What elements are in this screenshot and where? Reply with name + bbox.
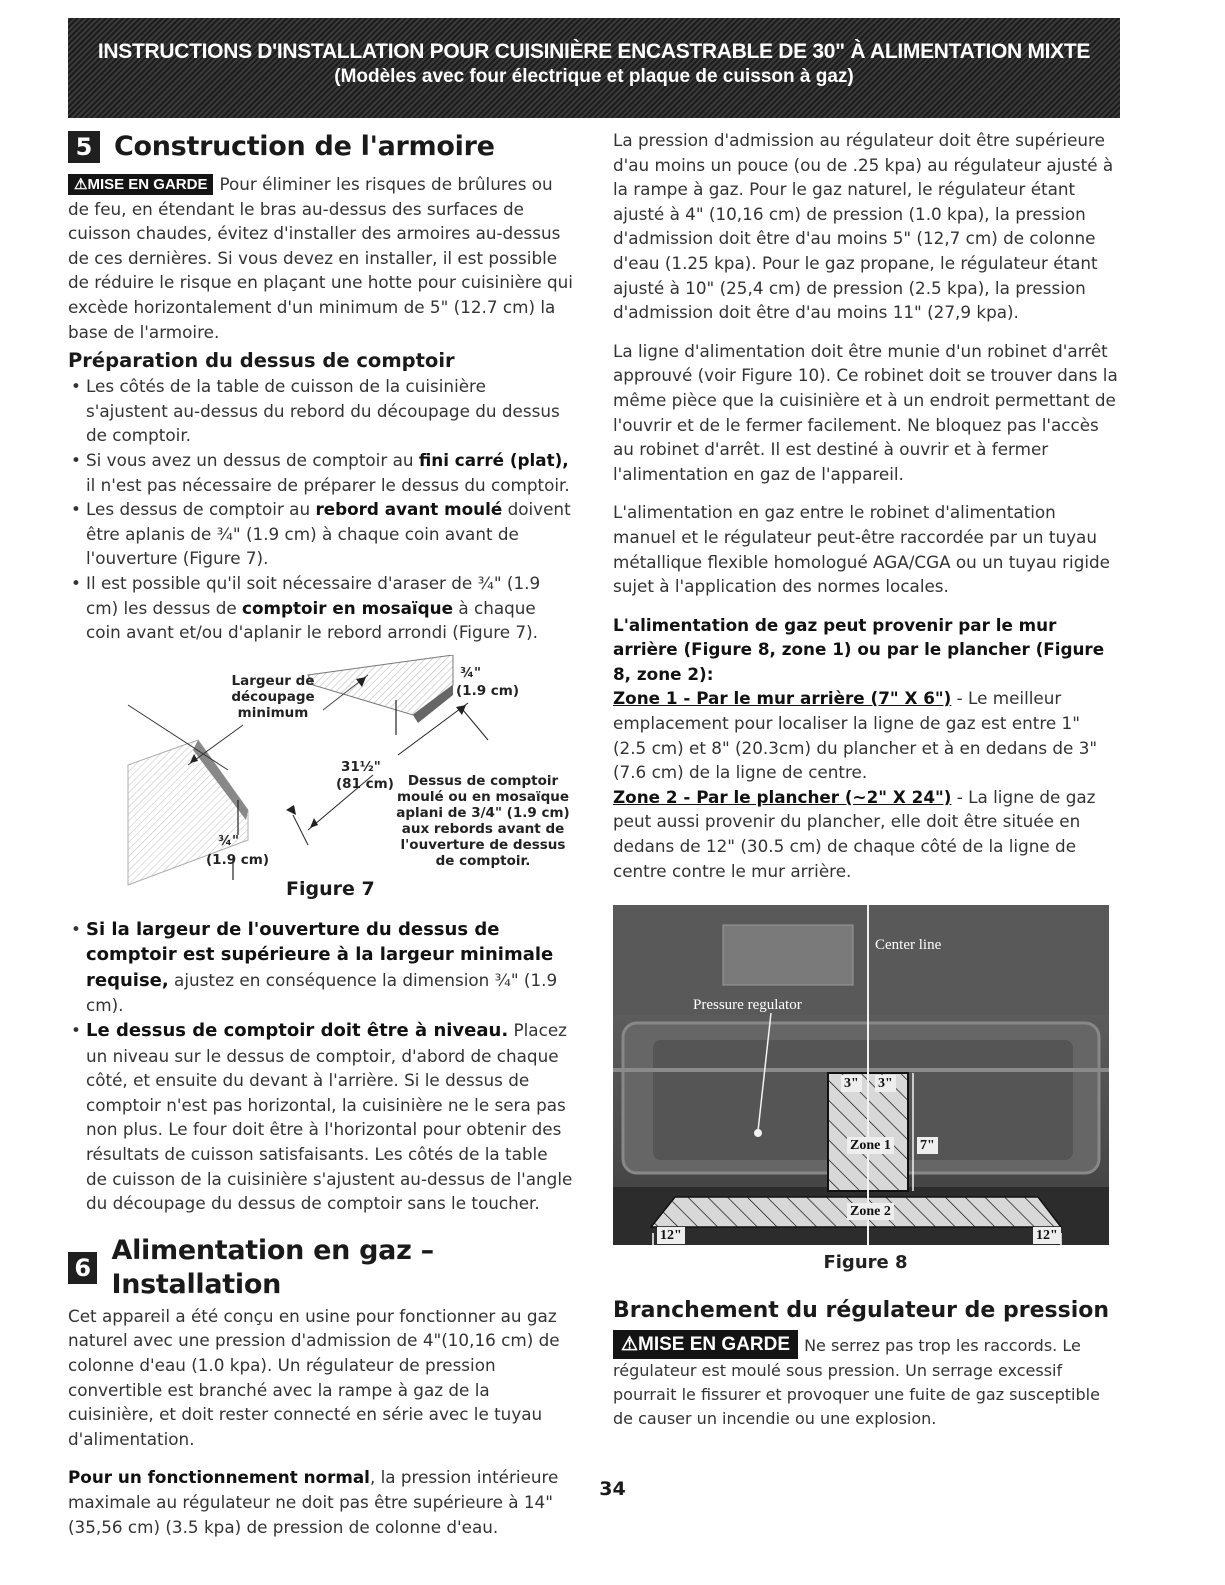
fig8-dim-12b: 12" [1033,1227,1061,1244]
list-item [68,497,573,571]
banner-subtitle: (Modèles avec four électrique et plaque de cuisson à gaz) [334,66,854,87]
fig8-dim-12a: 12" [657,1227,685,1244]
list-item-bold: comptoir en mosaïque [242,597,454,618]
section-5-heading [68,130,573,164]
list-item-text: Les dessus de comptoir au [86,499,316,520]
list-item-bold: Si la largeur de l'ouverture du dessus de comptoir est supérieure à la largeur minimale requise, [86,918,554,991]
fig7-label-19-bottom: (1.9 cm) [206,851,270,868]
fig7-label-width: Largeur de découpage minimum [231,672,315,721]
page-banner [68,18,1120,118]
list-item [68,571,573,645]
fig8-center-line-label: Center line [875,937,942,954]
section-6-heading [68,1234,573,1302]
gas-paragraph-2 [68,1465,573,1539]
section-title: Construction de l'armoire [114,131,495,162]
section-number: 5 [68,131,100,163]
regulator-warning [613,1330,1118,1431]
fig8-pressure-regulator-label: Pressure regulator [693,997,802,1014]
left-column [68,128,573,1539]
section-number: 6 [68,1252,97,1284]
list-item [68,374,573,448]
regulator-heading: Branchement du régulateur de pression [613,1297,1110,1323]
list-item-bold: Le dessus de comptoir doit être à niveau. [86,1020,509,1042]
prep-list [68,374,573,645]
fig8-zone2-label: Zone 2 [847,1203,894,1220]
fig7-label-315: 31½" [341,758,381,775]
zone2-paragraph [613,785,1118,883]
section-title: Alimentation en gaz – Installation [111,1234,434,1300]
fig7-label-81: (81 cm) [336,775,394,792]
list-item-text: Il est possible qu'il soit nécessaire d'araser de ¾" (1.9 cm) les dessus de [86,572,541,618]
list-item [68,917,573,1018]
warning-text: Pour éliminer les risques de brûlures ou de feu, en étendant le bras au-dessus des surfaces de cuisson chaudes, évitez d'installer des armoires au-dessus de ces dernières. Si vous devez en installer, il est possible de réduire le risque en plaçant une hotte pour cuisinière qui excède horizontalement d'un minimum de 5" (12.7 cm) la base de l'armoire. [68,174,573,342]
fig8-dim-3a: 3" [841,1075,862,1092]
fig8-zone1-label: Zone 1 [847,1137,894,1154]
zone2-label: Zone 2 - Par le plancher (~2" X 24") [613,786,952,807]
zone1-paragraph [613,686,1118,784]
prep-heading: Préparation du dessus de comptoir [68,349,455,373]
list-item-text: Placez un niveau sur le dessus de comptoir, d'abord de chaque côté, et ensuite du devant à l'arrière. Si le dessus de comptoir n'est pas horizontal, la cuisinière ne le sera pas non plus. Le four doit être à l'horizontal pour obtenir des résultats de cuisson satisfaisants. Les côtés de la table de cuisson de la cuisinière s'ajustent au-dessus de l'angle du découpage du dessus de comptoir sans le toucher. [86,1020,573,1214]
warning-badge: ⚠MISE EN GARDE [68,174,213,195]
supply-paragraph: L'alimentation en gaz entre le robinet d'alimentation manuel et le régulateur peut-être raccordée par un tuyau métallique flexible homologué AGA/CGA ou un tuyau rigide sujet à l'application des normes locales. [613,502,1110,597]
figure-7-caption: Figure 7 [286,877,375,900]
right-column [613,128,1118,1431]
warning-badge: ⚠MISE EN GARDE [613,1330,798,1359]
source-paragraph [613,613,1118,687]
list-item-text: à chaque coin avant et/ou d'aplanir le rebord arrondi (Figure 7). [86,597,538,643]
page-number: 34 [599,1478,626,1500]
gas-paragraph-1: Cet appareil a été conçu en usine pour fonctionner au gaz naturel avec une pression d'admission de 4"(10,16 cm) de colonne d'eau (1.0 kpa). Un régulateur de pression convertible est branché avec la rampe à gaz de la cuisinière, et doit rester connecté en série avec le tuyau d'alimentation. [68,1305,560,1449]
shutoff-paragraph: La ligne d'alimentation doit être munie d'un robinet d'arrêt approuvé (voir Figure 10). Ce robinet doit se trouver dans la même pièce que la cuisinière et à un endroit permettant de l'ouvrir et de le fermer facilement. Ne bloquez pas l'accès au robinet d'arrêt. Il est destiné à ouvrir et à fermer l'alimentation en gaz de l'appareil. [613,340,1118,484]
bold-lead: L'alimentation de gaz peut provenir par le mur arrière (Figure 8, zone 1) ou par le plancher (Figure 8, zone 2): [613,614,1105,684]
zone1-text: - Le meilleur emplacement pour localiser la ligne de gaz est entre 1" (2.5 cm) et 8" (20.3cm) du plancher et à en dedans de 3" (7.6 cm) de la ligne de centre. [613,688,1098,783]
paragraph-text: , la pression intérieure maximale au régulateur ne doit pas être supérieure à 14" (35,56 cm) (3.5 kpa) de pression de colonne d'eau. [68,1467,559,1537]
list-item-text: Les côtés de la table de cuisson de la cuisinière s'ajustent au-dessus du rebord du découpage du dessus de comptoir. [86,376,560,446]
fig7-label-34-bottom: ¾" [218,832,240,849]
list-item-text: il n'est pas nécessaire de préparer le dessus du comptoir. [86,474,570,495]
bold-lead: Pour un fonctionnement normal [68,1467,370,1488]
list-item [68,448,573,497]
figure-8-caption: Figure 8 [823,1252,908,1274]
banner-title: INSTRUCTIONS D'INSTALLATION POUR CUISINIÈRE ENCASTRABLE DE 30" À ALIMENTATION MIXTE [97,40,1091,63]
level-list [68,917,573,1216]
zone1-label: Zone 1 - Par le mur arrière (7" X 6") [613,688,952,709]
list-item-text: doivent être aplanis de ¾" (1.9 cm) à chaque coin avant de l'ouverture (Figure 7). [86,499,571,569]
zone2-text: - La ligne de gaz peut aussi provenir du plancher, elle doit être située en dedans de 12" (30.5 cm) de chaque côté de la ligne de centre contre le mur arrière. [613,786,1096,881]
list-item-text: Si vous avez un dessus de comptoir au [86,449,419,470]
fig8-dim-3b: 3" [875,1075,896,1092]
fig8-dim-7: 7" [917,1137,938,1154]
figure-8-photo [613,905,1109,1245]
figure-7 [68,655,573,913]
fig7-label-34-top: ¾" [460,664,482,681]
list-item-bold: rebord avant moulé [315,499,503,520]
pressure-paragraph: La pression d'admission au régulateur doit être supérieure d'au moins un pouce (ou de .25 kpa) au régulateur ajusté à la rampe à gaz. Pour le gaz naturel, le régulateur étant ajusté à 4" (10,16 cm) de pression (1.0 kpa), la pression d'admission doit être d'au moins 5" (12,7 cm) de colonne d'eau (1.25 kpa). Pour le gaz propane, le régulateur étant ajusté à 10" (25,4 cm) de pression (2.5 kpa), la pression d'admission doit être d'au moins 11" (27,9 kpa). [613,130,1114,323]
warning-text: Ne serrez pas trop les raccords. Le régulateur est moulé sous pression. Un serrage excessif pourrait le fissurer et provoquer une fuite de gaz susceptible de causer un incendie ou une explosion. [613,1335,1100,1428]
list-item [68,1018,573,1216]
fig7-label-counter: Dessus de comptoir moulé ou en mosaïque aplani de 3/4" (1.9 cm) aux rebords avant de l'ouverture de dessus de comptoir. [396,772,570,869]
list-item-bold: fini carré (plat), [418,449,569,470]
warning-paragraph [68,172,573,344]
fig7-label-19-top: (1.9 cm) [456,682,520,699]
list-item-text: ajustez en conséquence la dimension ¾" (1.9 cm). [86,969,558,1016]
